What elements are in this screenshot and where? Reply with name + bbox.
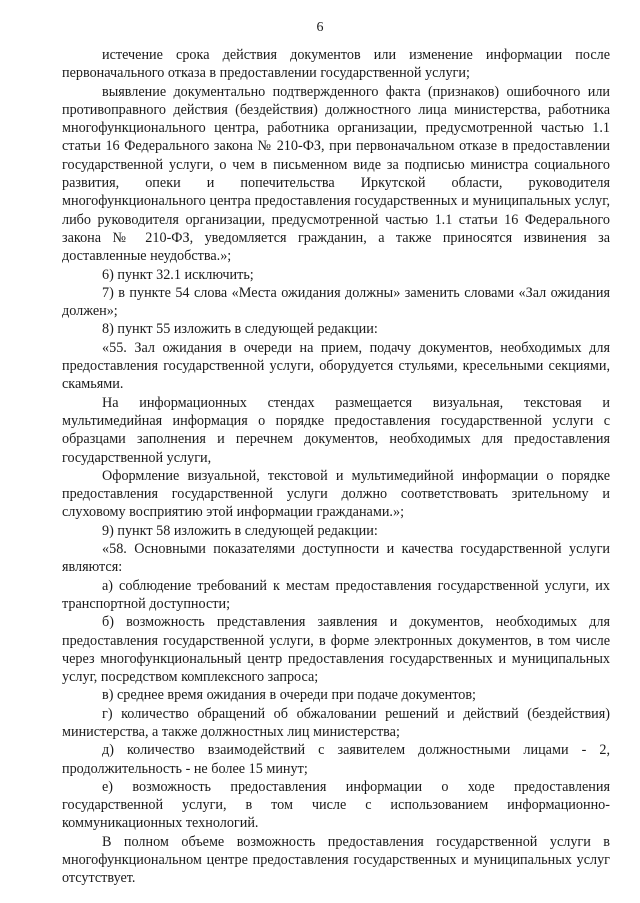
page-number: 6 <box>316 20 324 35</box>
paragraph: б) возможность представления заявления и документов, необходимых для предоставления государственной услуги, в форме электронных документов, в том числе через многофункциональный центр предоставления государственных и муниципальных услуг, посредством комплексного запроса; <box>62 614 610 686</box>
paragraph: е) возможность предоставления информации о ходе предоставления государственной услуги, в том числе с использованием информационно-коммуникационных технологий. <box>62 778 610 832</box>
paragraph: д) количество взаимодействий с заявителем должностными лицами - 2, продолжительность - не более 15 минут; <box>62 742 610 777</box>
paragraph: «58. Основными показателями доступности и качества государственной услуги являются: <box>62 541 610 576</box>
paragraph: В полном объеме возможность предоставления государственной услуги в многофункциональном центре предоставления государственных и муниципальных услуг отсутствует. <box>62 833 610 887</box>
paragraph: истечение срока действия документов или изменение информации после первоначального отказа в предоставлении государственной услуги; <box>62 47 610 82</box>
paragraph: г) количество обращений об обжаловании решений и действий (бездействия) министерства, а также должностных лиц министерства; <box>62 705 610 740</box>
paragraph: выявление документально подтвержденного факта (признаков) ошибочного или противоправного действия (бездействия) должностного лица министерства, работника многофункционального центра, работника организации, предусмотренной частью 1.1 статьи 16 Федерального закона № 210-ФЗ, при первоначальном отказе в предоставлении государственной услуги, о чем в письменном виде за подписью министра социального развития, опеки и попечительства Иркутской области, руководителя многофункционального центра предоставления государственных и муниципальных услуг, либо руководителя организации, предусмотренной частью 1.1 статьи 16 Федерального закона № 210-ФЗ, уведомляется гражданин, а также приносятся извинения за доставленные неудобства.»; <box>62 83 610 265</box>
paragraph: 9) пункт 58 изложить в следующей редакции: <box>102 522 378 539</box>
paragraph: 8) пункт 55 изложить в следующей редакции: <box>102 321 378 338</box>
paragraph: Оформление визуальной, текстовой и мультимедийной информации о порядке предоставления государственной услуги должно соответствовать зрительному и слуховому восприятию этой информации гражданами.»; <box>62 467 610 521</box>
paragraph: На информационных стендах размещается визуальная, текстовая и мультимедийная информация о порядке предоставления государственной услуги с образцами заполнения и перечнем документов, необходимых для предоставления государственной услуги, <box>62 394 610 466</box>
document-body <box>62 46 610 888</box>
paragraph: 6) пункт 32.1 исключить; <box>102 266 254 283</box>
paragraph: 7) в пункте 54 слова «Места ожидания должны» заменить словами «Зал ожидания должен»; <box>62 284 610 320</box>
paragraph: а) соблюдение требований к местам предоставления государственной услуги, их транспортной доступности; <box>62 577 610 612</box>
paragraph: в) среднее время ожидания в очереди при подаче документов; <box>102 687 476 704</box>
paragraph: «55. Зал ожидания в очереди на прием, подачу документов, необходимых для предоставления государственной услуги, оборудуется стульями, кресельными секциями, скамьями. <box>62 339 610 393</box>
